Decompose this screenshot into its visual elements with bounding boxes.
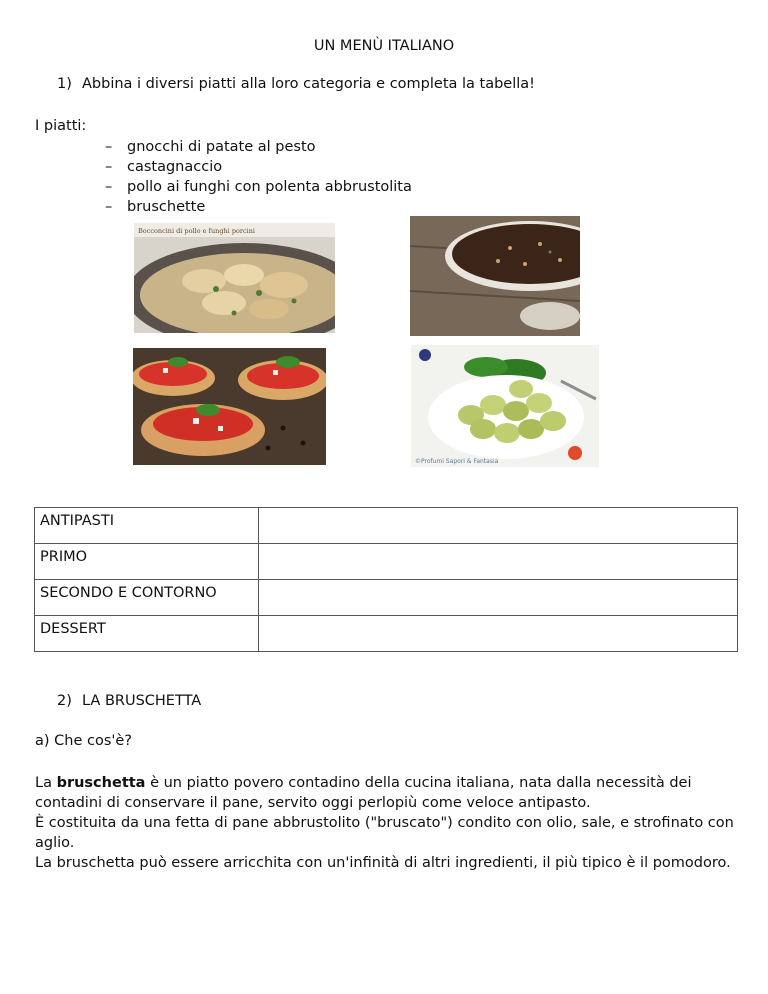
list-item: – bruschette [105, 199, 206, 215]
question-2-number: 2) [57, 693, 72, 709]
answer-cell[interactable] [259, 544, 738, 580]
table-row [35, 616, 738, 652]
question-2-text: LA BRUSCHETTA [82, 693, 202, 709]
photo-4-caption: ©Profumi Sapori & Fantasia [415, 458, 499, 465]
list-item: – pollo ai funghi con polenta abbrustolita [105, 179, 412, 195]
page-title: UN MENÙ ITALIANO [313, 38, 455, 54]
sub-question-a: a) Che cos'è? [35, 733, 132, 749]
table-row [35, 580, 738, 616]
paragraph-2: È costituita da una fetta di pane abbrustolito ("bruscato") condito con olio, sale, e strofinato con aglio. [35, 815, 734, 851]
answer-cell[interactable] [259, 580, 738, 616]
category-table [34, 507, 738, 652]
question-2 [57, 693, 201, 709]
photo-gnocchi-pesto [411, 345, 599, 467]
category-label: DESSERT [35, 616, 259, 652]
category-label: ANTIPASTI [35, 508, 259, 544]
table-row [35, 544, 738, 580]
table-row [35, 508, 738, 544]
question-1-text: Abbina i diversi piatti alla loro categoria e completa la tabella! [82, 76, 535, 92]
answer-cell[interactable] [259, 616, 738, 652]
list-item: – gnocchi di patate al pesto [105, 139, 316, 155]
photo-bruschette [133, 348, 326, 465]
question-1-number: 1) [57, 76, 72, 92]
photo-castagnaccio [410, 216, 580, 336]
photo-pollo-funghi [134, 223, 335, 333]
question-1 [57, 76, 535, 92]
category-label: PRIMO [35, 544, 259, 580]
dishes-label: I piatti: [35, 118, 87, 134]
paragraph-1: La bruschetta è un piatto povero contadino della cucina italiana, nata dalla necessità dei contadini di conservare il pane, servito oggi perlopiù come veloce antipasto. [35, 775, 692, 811]
list-item: – castagnaccio [105, 159, 223, 175]
dish-list [105, 137, 412, 217]
bruschetta-description [35, 773, 740, 873]
photo-1-caption: Bocconcini di pollo e funghi porcini [138, 227, 255, 235]
paragraph-3: La bruschetta può essere arricchita con un'infinità di altri ingredienti, il più tipico è il pomodoro. [35, 855, 731, 871]
category-label: SECONDO E CONTORNO [35, 580, 259, 616]
answer-cell[interactable] [259, 508, 738, 544]
